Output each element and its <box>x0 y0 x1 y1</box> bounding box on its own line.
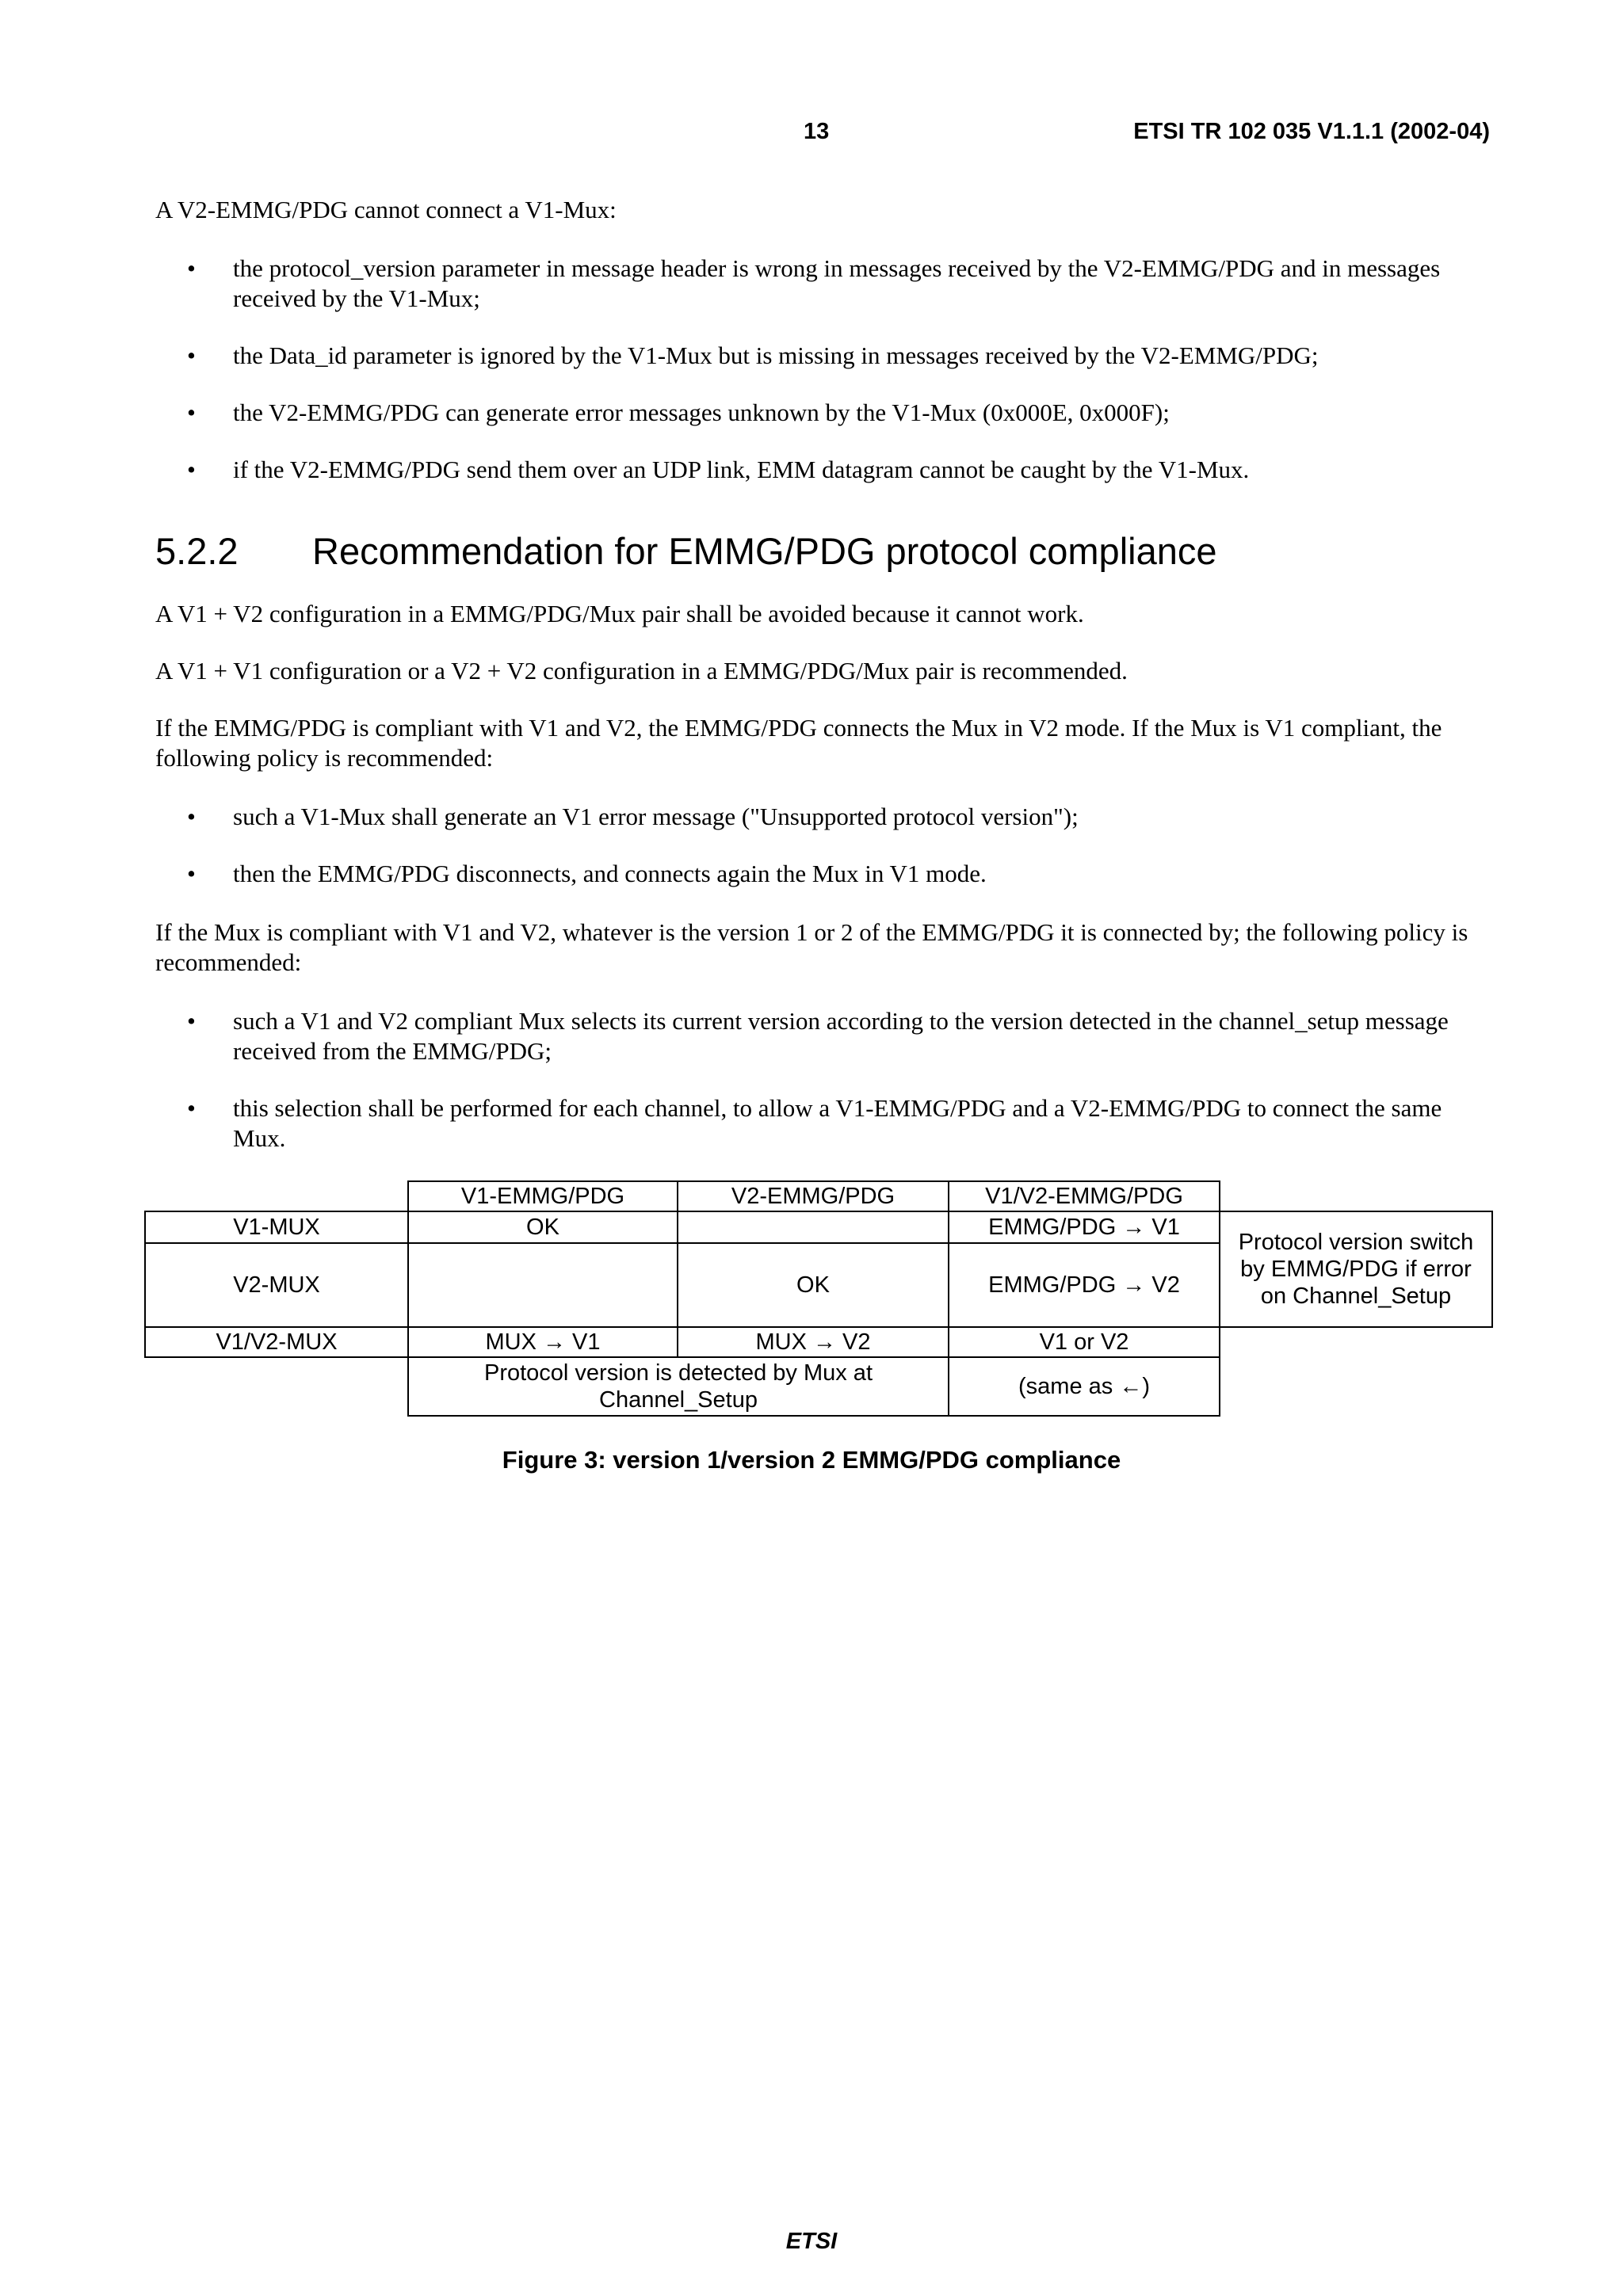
list-item: • such a V1-Mux shall generate an V1 error message ("Unsupported protocol version"); <box>187 803 1079 830</box>
table-cell <box>678 1211 949 1243</box>
table-header-row <box>145 1181 1492 1211</box>
table-cell: OK <box>678 1243 949 1327</box>
page-number: 13 <box>804 119 830 144</box>
intro-paragraph: A V2-EMMG/PDG cannot connect a V1-Mux: <box>155 196 617 223</box>
column-header: V1/V2-EMMG/PDG <box>949 1181 1220 1211</box>
table-cell: EMMG/PDG → V1 <box>949 1211 1220 1243</box>
table-cell: V1 or V2 <box>949 1327 1220 1357</box>
row-header: V1/V2-MUX <box>145 1327 408 1357</box>
table-cell: MUX → V2 <box>678 1327 949 1357</box>
bullet-icon: • <box>187 860 196 887</box>
row-header: V2-MUX <box>145 1243 408 1327</box>
bullet-icon: • <box>187 456 196 483</box>
bullet-icon: • <box>187 399 196 426</box>
list-item: • the V2-EMMG/PDG can generate error messages unknown by the V1-Mux (0x000E, 0x000F); <box>187 399 1170 426</box>
paragraph: If the Mux is compliant with V1 and V2, whatever is the version 1 or 2 of the EMMG/PDG it is connected by; the following policy is recommended: <box>155 918 1468 976</box>
column-header: V2-EMMG/PDG <box>678 1181 949 1211</box>
bullet-icon: • <box>187 341 196 369</box>
detection-note-cell: Protocol version is detected by Mux at Channel_Setup <box>408 1357 949 1416</box>
section-title: Recommendation for EMMG/PDG protocol compliance <box>312 530 1217 572</box>
table-cell: EMMG/PDG → V2 <box>949 1243 1220 1327</box>
v1-mux-policy-list <box>187 802 1487 889</box>
list-item: • the Data_id parameter is ignored by the V1-Mux but is missing in messages received by the V2-EMMG/PDG; <box>187 341 1319 369</box>
row-header: V1-MUX <box>145 1211 408 1243</box>
list-item: • if the V2-EMMG/PDG send them over an UDP link, EMM datagram cannot be caught by the V1-Mux. <box>187 456 1250 483</box>
table-cell: OK <box>408 1211 678 1243</box>
dual-mux-policy-list <box>187 1006 1487 1154</box>
same-as-cell: (same as ←) <box>949 1357 1220 1416</box>
page-footer: ETSI <box>785 2229 838 2254</box>
figure-caption: Figure 3: version 1/version 2 EMMG/PDG compliance <box>502 1446 1121 1474</box>
bullet-icon: • <box>187 1007 196 1035</box>
table-cell <box>408 1243 678 1327</box>
column-header: V1-EMMG/PDG <box>408 1181 678 1211</box>
list-item: • this selection shall be performed for each channel, to allow a V1-EMMG/PDG and a V2-EMMG/PDG to connect the same Mux. <box>187 1094 1442 1152</box>
bullet-icon: • <box>187 1094 196 1122</box>
side-note-cell: Protocol version switch by EMMG/PDG if error on Channel_Setup <box>1220 1211 1492 1327</box>
incompatibility-list <box>187 254 1487 485</box>
bullet-icon: • <box>187 803 196 830</box>
table-row <box>145 1211 1492 1243</box>
section-heading <box>155 529 1217 574</box>
compliance-table <box>144 1180 1493 1417</box>
table-cell: MUX → V1 <box>408 1327 678 1357</box>
list-item: • the protocol_version parameter in message header is wrong in messages received by the V2-EMMG/PDG and in messages received by the V1-Mux; <box>187 254 1441 312</box>
table-row <box>145 1327 1492 1357</box>
table-footer-row <box>145 1357 1492 1416</box>
list-item: • such a V1 and V2 compliant Mux selects its current version according to the version detected in the channel_setup message received from the EMMG/PDG; <box>187 1007 1449 1065</box>
paragraph: A V1 + V2 configuration in a EMMG/PDG/Mux pair shall be avoided because it cannot work. <box>155 600 1084 627</box>
section-number: 5.2.2 <box>155 530 239 572</box>
paragraph: If the EMMG/PDG is compliant with V1 and V2, the EMMG/PDG connects the Mux in V2 mode. If the Mux is V1 compliant, the following policy is recommended: <box>155 714 1442 772</box>
paragraph: A V1 + V1 configuration or a V2 + V2 configuration in a EMMG/PDG/Mux pair is recommended. <box>155 657 1128 685</box>
bullet-icon: • <box>187 254 196 282</box>
list-item: • then the EMMG/PDG disconnects, and connects again the Mux in V1 mode. <box>187 860 987 887</box>
document-reference: ETSI TR 102 035 V1.1.1 (2002-04) <box>1133 119 1490 144</box>
